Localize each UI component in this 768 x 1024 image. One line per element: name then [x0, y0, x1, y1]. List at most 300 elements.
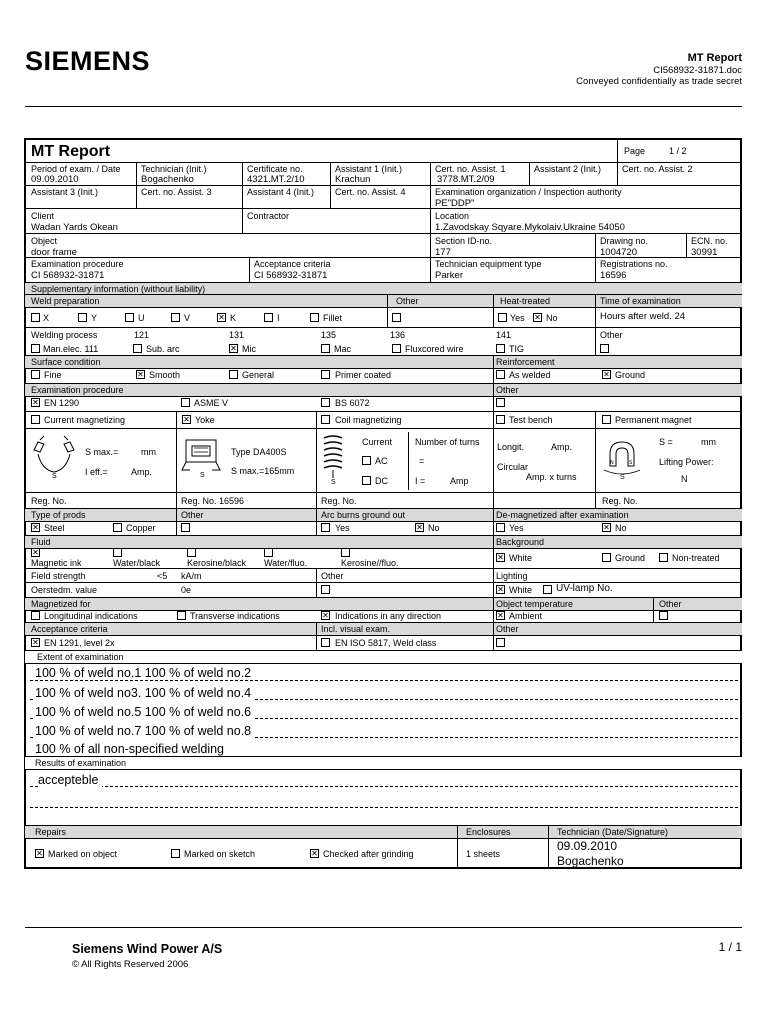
light-white-label: White — [509, 585, 533, 595]
permanent-magnet-label: Permanent magnet — [615, 415, 692, 425]
row-line — [25, 208, 742, 209]
footer-company: Siemens Wind Power A/S — [72, 942, 223, 956]
section-header — [25, 597, 742, 611]
divider — [595, 327, 596, 355]
field-label: Field strength — [31, 571, 86, 581]
arc-yes-label: Yes — [335, 523, 350, 533]
divider — [493, 622, 494, 650]
divider — [316, 411, 317, 508]
divider — [493, 383, 494, 411]
weld-i-label: I — [277, 313, 280, 323]
circular-label: Circular — [497, 462, 529, 472]
divider — [242, 185, 243, 208]
divider — [493, 508, 494, 535]
equip-value: Parker — [435, 270, 463, 281]
report-title: MT Report — [31, 143, 111, 160]
fluid-kerosinefluo-label: Kerosine//fluo. — [341, 558, 399, 568]
dc-label: DC — [375, 476, 388, 486]
demag-yes-checkbox[interactable] — [496, 523, 505, 532]
svg-text:S: S — [629, 460, 633, 466]
visual-iso-checkbox[interactable] — [321, 638, 330, 647]
proc-bs6072-label: BS 6072 — [335, 398, 370, 408]
weld-v-checkbox[interactable] — [171, 313, 180, 322]
welding-mac-label: Mac — [334, 344, 352, 354]
prods-copper-checkbox[interactable] — [113, 523, 122, 532]
reinf-ground-label: Ground — [615, 370, 646, 380]
welding-other-checkbox[interactable] — [600, 344, 609, 353]
dash-line — [30, 680, 738, 681]
proc-en1290-label: EN 1290 — [44, 398, 80, 408]
location-label: Location — [435, 211, 470, 221]
divider — [493, 355, 494, 383]
heat-yes-checkbox[interactable] — [498, 313, 507, 322]
extent-line-3: 100 % of weld no.5 100 % of weld no.6 — [35, 705, 255, 719]
dash-line — [30, 807, 738, 808]
org-value: PE"DDP" — [435, 198, 475, 209]
cert-assist4-label: Cert. no. Assist. 4 — [335, 187, 406, 197]
extent-line-4: 100 % of weld no.7 100 % of weld no.8 — [35, 724, 255, 738]
weld-k-checkbox[interactable] — [217, 313, 226, 322]
divider — [316, 508, 317, 535]
bg-ground-checkbox[interactable] — [602, 553, 611, 562]
footer-page: 1 / 1 — [718, 940, 742, 954]
enclosures-label: Enclosures — [466, 827, 511, 837]
fluid-waterblack-checkbox[interactable] — [113, 548, 122, 557]
fluid-magink-checkbox[interactable] — [31, 548, 40, 557]
procedure-value: CI 568932-31871 — [31, 270, 105, 281]
registrations-label: Registrations no. — [600, 259, 668, 269]
light-uv-label: UV-lamp No. — [556, 583, 613, 594]
light-uv-checkbox[interactable] — [543, 585, 552, 594]
repair-marked-object-checkbox[interactable] — [35, 849, 44, 858]
technician-label: Technician (Init.) — [141, 164, 207, 174]
reinf-aswelded-label: As welded — [509, 370, 551, 380]
divider — [430, 185, 431, 208]
surface-general-checkbox[interactable] — [229, 370, 238, 379]
drawing-value: 1004720 — [600, 247, 637, 258]
technician-value: Bogachenko — [141, 174, 194, 185]
svg-text:S: S — [620, 474, 625, 481]
results-label: Results of examination — [35, 758, 127, 768]
siemens-logo: SIEMENS — [25, 46, 151, 76]
temp-other-checkbox[interactable] — [659, 611, 668, 620]
bg-nontreated-checkbox[interactable] — [659, 553, 668, 562]
bg-white-checkbox[interactable] — [496, 553, 505, 562]
svg-text:S: S — [52, 473, 57, 480]
heat-yes-label: Yes — [510, 313, 525, 323]
current-label: Current — [362, 437, 393, 447]
proc-other-checkbox[interactable] — [496, 398, 505, 407]
exam-proc-other-label: Other — [496, 385, 519, 395]
divider — [686, 233, 687, 257]
registrations-value: 16596 — [600, 270, 627, 281]
mag-any-label: Indications in any direction — [335, 611, 442, 621]
repair-marked-sketch-checkbox[interactable] — [171, 849, 180, 858]
weld-y-label: Y — [91, 313, 98, 323]
divider — [493, 411, 494, 508]
fluid-magink-label: Magnetic ink — [31, 558, 82, 568]
divider — [242, 208, 243, 233]
arc-yes-checkbox[interactable] — [321, 523, 330, 532]
divider — [595, 233, 596, 257]
prods-other-checkbox[interactable] — [181, 523, 190, 532]
extent-line-2: 100 % of weld no3. 100 % of weld no.4 — [35, 686, 255, 700]
time-label: Time of examination — [600, 296, 681, 306]
repair-marked-sketch-label: Marked on sketch — [184, 849, 256, 859]
equip-label: Technician equipment type — [435, 259, 542, 269]
welding-manelec-label: Man.elec. 111 — [43, 344, 99, 354]
weld-other-label: Other — [396, 296, 419, 306]
assistant2-label: Assistant 2 (Init.) — [534, 164, 602, 174]
oersted-label: Oerstedm. value — [31, 585, 98, 595]
current-magnetizing-label: Current magnetizing — [44, 415, 126, 425]
welding-subarc-label: Sub. arc — [146, 344, 180, 354]
section-label: Section ID-no. — [435, 236, 493, 246]
ieff-label: I eff.= — [85, 467, 108, 477]
org-label: Examination organization / Inspection authority — [435, 187, 622, 197]
row-line — [25, 233, 742, 234]
weld-k-label: K — [230, 313, 237, 323]
yoke-smax: S max.=165mm — [231, 466, 295, 476]
smax-label: S max.= — [85, 447, 119, 457]
prods-steel-checkbox[interactable] — [31, 523, 40, 532]
surface-fine-label: Fine — [44, 370, 62, 380]
welding-code-136: 136 — [390, 330, 406, 340]
divider — [493, 597, 494, 622]
weld-u-label: U — [138, 313, 145, 323]
background-label: Background — [496, 537, 545, 547]
welding-label: Welding process — [31, 330, 98, 340]
row-line — [25, 162, 742, 163]
divider — [617, 140, 618, 162]
acceptance-value: CI 568932-31871 — [254, 270, 328, 281]
assistant1-value: Krachun — [335, 174, 371, 185]
welding-fluxcored-checkbox[interactable] — [392, 344, 401, 353]
divider — [595, 294, 596, 327]
welding-fluxcored-label: Fluxcored wire — [405, 344, 464, 354]
welding-code-135: 135 — [321, 330, 337, 340]
arc-no-checkbox[interactable] — [415, 523, 424, 532]
oersted-value: 0e — [181, 585, 192, 595]
surface-fine-checkbox[interactable] — [31, 370, 40, 379]
s-eq-unit: mm — [701, 437, 716, 447]
heat-no-checkbox[interactable] — [533, 313, 542, 322]
visual-iso-label: EN ISO 5817, Weld class — [335, 638, 437, 648]
visual-label: Incl. visual exam. — [321, 624, 391, 634]
tech-date: 09.09.2010 — [557, 839, 618, 853]
demag-label: De-magnetized after examination — [496, 510, 629, 520]
test-bench-label: Test bench — [509, 415, 553, 425]
surface-primer-checkbox[interactable] — [321, 370, 330, 379]
smax-unit: mm — [141, 447, 156, 457]
arc-label: Arc burns ground out — [321, 510, 406, 520]
bg-white-label: White — [509, 553, 533, 563]
heat-no-label: No — [546, 313, 558, 323]
dash-line — [30, 786, 738, 787]
divider — [617, 162, 618, 185]
exam-proc-label: Examination procedure — [31, 385, 124, 395]
tech-sign-label: Technician (Date/Signature) — [557, 827, 669, 837]
divider — [430, 233, 431, 257]
yoke-icon — [180, 434, 225, 478]
assistant4-label: Assistant 4 (Init.) — [247, 187, 315, 197]
client-value: Wadan Yards Okean — [31, 222, 118, 233]
field-other-checkbox[interactable] — [321, 585, 330, 594]
assistant1-label: Assistant 1 (Init.) — [335, 164, 403, 174]
prods-other-label: Other — [181, 510, 204, 520]
i-unit: Amp — [450, 476, 469, 486]
welding-tig-checkbox[interactable] — [496, 344, 505, 353]
divider — [529, 162, 530, 185]
weld-u-checkbox[interactable] — [125, 313, 134, 322]
fluid-waterfluo-label: Water/fluo. — [264, 558, 308, 568]
period-label: Period of exam. / Date — [31, 164, 121, 174]
assistant3-label: Assistant 3 (Init.) — [31, 187, 99, 197]
weld-i-checkbox[interactable] — [264, 313, 273, 322]
heat-label: Heat-treated — [500, 296, 551, 306]
prods-steel-label: Steel — [44, 523, 65, 533]
divider — [176, 508, 177, 535]
divider — [595, 257, 596, 282]
lifting-label: Lifting Power: — [659, 457, 714, 467]
cert-assist2-label: Cert. no. Assist. 2 — [622, 164, 693, 174]
fluid-kerosineblack-checkbox[interactable] — [187, 548, 196, 557]
confidential-note: Conveyed confidentially as trade secret — [576, 76, 742, 87]
temp-label: Object temperature — [496, 599, 574, 609]
temp-other-label: Other — [659, 599, 682, 609]
client-label: Client — [31, 211, 55, 221]
welding-subarc-checkbox[interactable] — [133, 344, 142, 353]
reinf-aswelded-checkbox[interactable] — [496, 370, 505, 379]
tech-name: Bogachenko — [557, 854, 624, 868]
section-header — [25, 383, 742, 397]
reg-no-4: Reg. No. — [602, 496, 638, 506]
certificate-value: 4321.MT.2/10 — [247, 174, 305, 185]
object-label: Object — [31, 236, 58, 246]
doc-title: MT Report — [687, 52, 742, 64]
divider — [316, 622, 317, 650]
divider — [330, 162, 331, 185]
field-value: <5 — [157, 571, 168, 581]
repairs-label: Repairs — [35, 827, 67, 837]
repair-marked-object-label: Marked on object — [48, 849, 118, 859]
demag-no-checkbox[interactable] — [602, 523, 611, 532]
divider — [430, 257, 431, 282]
object-value: door frame — [31, 247, 77, 258]
extent-label: Extent of examination — [37, 652, 124, 662]
welding-tig-label: TIG — [509, 344, 524, 354]
divider — [430, 162, 431, 185]
welding-mic-checkbox[interactable] — [229, 344, 238, 353]
reg-no-2: Reg. No. 16596 — [181, 496, 245, 506]
ecn-value: 30991 — [691, 247, 718, 258]
yoke-checkbox[interactable] — [182, 415, 191, 424]
divider — [136, 185, 137, 208]
temp-ambient-label: Ambient — [509, 611, 543, 621]
welding-manelec-checkbox[interactable] — [31, 344, 40, 353]
drawing-label: Drawing no. — [600, 236, 649, 246]
divider — [493, 535, 494, 568]
proc-asme-checkbox[interactable] — [181, 398, 190, 407]
arc-no-label: No — [428, 523, 440, 533]
permanent-magnet-checkbox[interactable] — [602, 415, 611, 424]
page-value: 1 / 2 — [669, 146, 687, 156]
row-line — [25, 492, 742, 493]
welding-code-141: 141 — [496, 330, 512, 340]
demag-no-label: No — [615, 523, 627, 533]
coil-magnetizing-checkbox[interactable] — [321, 415, 330, 424]
turns-eq: = — [419, 456, 425, 466]
fluid-kerosinefluo-checkbox[interactable] — [341, 548, 350, 557]
lighting-label: Lighting — [496, 571, 528, 581]
surface-smooth-label: Smooth — [149, 370, 181, 380]
svg-text:S: S — [200, 472, 205, 479]
period-value: 09.09.2010 — [31, 174, 79, 185]
svg-text:S: S — [331, 479, 336, 486]
surface-primer-label: Primer coated — [335, 370, 392, 380]
mag-transverse-checkbox[interactable] — [177, 611, 186, 620]
surface-label: Surface condition — [31, 357, 101, 367]
reinforcement-label: Reinforcement — [496, 357, 555, 367]
welding-other-label: Other — [600, 330, 623, 340]
coil-magnetizing-label: Coil magnetizing — [335, 415, 402, 425]
lifting-unit: N — [681, 474, 688, 484]
divider — [493, 294, 494, 327]
mag-longitudinal-checkbox[interactable] — [31, 611, 40, 620]
certificate-label: Certificate no. — [247, 164, 303, 174]
section-header — [25, 355, 742, 369]
prods-icon — [30, 434, 80, 480]
extent-line-5: 100 % of all non-specified welding — [35, 742, 225, 756]
weld-fillet-label: Fillet — [323, 313, 343, 323]
supplementary-label: Supplementary information (without liability) — [31, 284, 206, 294]
mag-longitudinal-label: Longitudinal indications — [44, 611, 138, 621]
longit-label: Longit. — [497, 442, 525, 452]
s-eq-label: S = — [659, 437, 673, 447]
yoke-label: Yoke — [195, 415, 215, 425]
proc-en1290-checkbox[interactable] — [31, 398, 40, 407]
yoke-type: Type DA400S — [231, 447, 287, 457]
i-eq: I = — [415, 476, 426, 486]
header-rule — [25, 106, 742, 107]
weld-fillet-checkbox[interactable] — [310, 313, 319, 322]
divider — [408, 432, 409, 490]
ieff-unit: Amp. — [131, 467, 153, 477]
row-line — [25, 582, 742, 583]
field-other-label: Other — [321, 571, 344, 581]
results-value: accepteble — [38, 773, 102, 787]
page-label: Page — [624, 146, 646, 156]
temp-ambient-checkbox[interactable] — [496, 611, 505, 620]
ac-checkbox[interactable] — [362, 456, 371, 465]
row-line — [25, 411, 742, 412]
enclosures-value: 1 sheets — [466, 849, 501, 859]
light-white-checkbox[interactable] — [496, 585, 505, 594]
divider — [136, 162, 137, 185]
reinf-ground-checkbox[interactable] — [602, 370, 611, 379]
weld-y-checkbox[interactable] — [78, 313, 87, 322]
accept-other-checkbox[interactable] — [496, 638, 505, 647]
welding-mac-checkbox[interactable] — [321, 344, 330, 353]
section-header — [25, 756, 742, 770]
prods-copper-label: Copper — [126, 523, 156, 533]
repair-checked-grinding-checkbox[interactable] — [310, 849, 319, 858]
svg-text:N: N — [610, 460, 614, 466]
field-unit: kA/m — [181, 571, 202, 581]
section-value: 177 — [435, 247, 451, 258]
bg-nontreated-label: Non-treated — [672, 553, 720, 563]
cert-assist3-label: Cert. no. Assist. 3 — [141, 187, 212, 197]
accept-other-label: Other — [496, 624, 519, 634]
mag-transverse-label: Transverse indications — [190, 611, 280, 621]
location-value: 1.Zavodskay Sqyare.Mykolaiv.Ukraine 54050 — [435, 222, 625, 233]
welding-mic-label: Mic — [242, 344, 256, 354]
coil-icon — [318, 434, 348, 484]
demag-yes-label: Yes — [509, 523, 524, 533]
prods-label: Type of prods — [31, 510, 86, 520]
divider — [548, 825, 549, 868]
ecn-label: ECN. no. — [691, 236, 728, 246]
divider — [595, 411, 596, 508]
ac-label: AC — [375, 456, 388, 466]
acceptance-label: Acceptance criteria — [254, 259, 331, 269]
fluid-waterblack-label: Water/black — [113, 558, 161, 568]
dc-checkbox[interactable] — [362, 476, 371, 485]
divider — [387, 294, 388, 327]
weld-v-label: V — [184, 313, 191, 323]
row-line — [25, 327, 742, 328]
reg-no-1: Reg. No. — [31, 496, 67, 506]
proc-bs6072-checkbox[interactable] — [321, 398, 330, 407]
extent-line-1: 100 % of weld no.1 100 % of weld no.2 — [35, 666, 255, 680]
turns-label: Number of turns — [415, 437, 480, 447]
longit-unit: Amp. — [551, 442, 573, 452]
magnet-icon — [598, 434, 648, 480]
accept-en1291-checkbox[interactable] — [31, 638, 40, 647]
divider — [330, 185, 331, 208]
fluid-waterfluo-checkbox[interactable] — [264, 548, 273, 557]
row-line — [25, 568, 742, 569]
welding-code-131: 131 — [229, 330, 245, 340]
cert-assist1-value: 3778.MT.2/09 — [437, 174, 495, 185]
proc-asme-label: ASME V — [194, 398, 229, 408]
doc-id: CI568932-31871.doc — [653, 65, 742, 76]
divider — [242, 162, 243, 185]
weld-x-checkbox[interactable] — [31, 313, 40, 322]
fluid-kerosineblack-label: Kerosine/black — [187, 558, 247, 568]
current-magnetizing-checkbox[interactable] — [31, 415, 40, 424]
row-line — [25, 428, 742, 429]
surface-smooth-checkbox[interactable] — [136, 370, 145, 379]
section-header — [25, 650, 742, 664]
contractor-label: Contractor — [247, 211, 290, 221]
row-line — [25, 185, 742, 186]
reg-no-3: Reg. No. — [321, 496, 357, 506]
time-value: Hours after weld. 24 — [600, 311, 686, 322]
procedure-label: Examination procedure — [31, 259, 124, 269]
accept-label: Acceptance criteria — [31, 624, 108, 634]
divider — [457, 825, 458, 868]
divider — [430, 208, 431, 233]
mag-any-checkbox[interactable] — [321, 611, 330, 620]
magnetized-label: Magnetized for — [31, 599, 91, 609]
row-line — [25, 257, 742, 258]
accept-en1291-label: EN 1291, level 2x — [44, 638, 115, 648]
footer-rule — [25, 927, 742, 928]
weld-other-checkbox[interactable] — [392, 313, 401, 322]
weld-prep-label: Weld preparation — [31, 296, 100, 306]
test-bench-checkbox[interactable] — [496, 415, 505, 424]
